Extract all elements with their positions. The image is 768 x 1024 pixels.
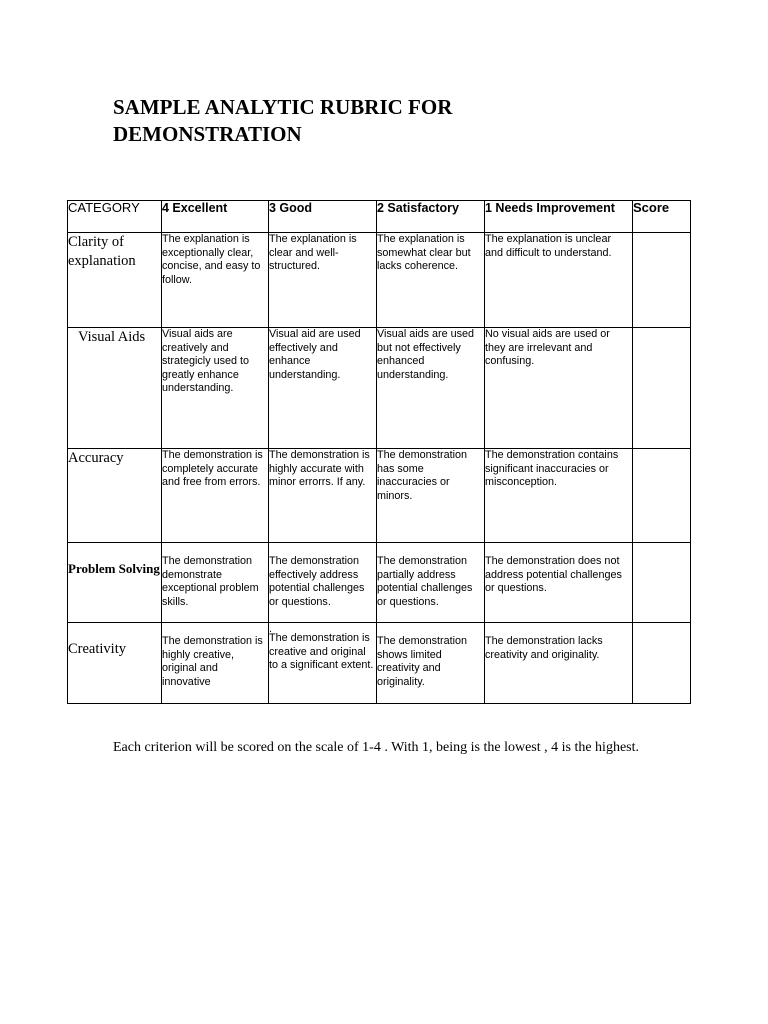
rubric-table — [67, 200, 691, 704]
table-row — [68, 543, 691, 623]
cell-needs-improvement: The demonstration contains significant inaccuracies or misconception. — [485, 449, 633, 543]
table-row — [68, 233, 691, 328]
cell-needs-improvement: No visual aids are used or they are irrelevant and confusing. — [485, 328, 633, 449]
cell-excellent: The demonstration is highly creative, original and innovative — [162, 623, 269, 704]
cell-good-dot: . — [269, 623, 272, 635]
row-category: Clarity of explanation — [68, 233, 162, 328]
page-title: SAMPLE ANALYTIC RUBRIC FOR DEMONSTRATION — [113, 95, 453, 146]
header-satisfactory: 2 Satisfactory — [377, 201, 485, 233]
cell-score — [633, 623, 691, 704]
cell-good: The explanation is clear and well-structured. — [269, 233, 377, 328]
header-needs-improvement: 1 Needs Improvement — [485, 201, 633, 233]
cell-excellent: Visual aids are creatively and strategicly used to greatly enhance understanding. — [162, 328, 269, 449]
row-category: Creativity — [68, 623, 162, 704]
cell-good-wrapper — [269, 623, 377, 704]
cell-score — [633, 233, 691, 328]
header-score: Score — [633, 201, 691, 233]
cell-needs-improvement: The explanation is unclear and difficult to understand. — [485, 233, 633, 328]
cell-satisfactory: The demonstration partially address potential challenges or questions. — [377, 543, 485, 623]
row-category: Problem Solving — [68, 543, 162, 623]
cell-needs-improvement: The demonstration does not address potential challenges or questions. — [485, 543, 633, 623]
cell-excellent: The explanation is exceptionally clear, concise, and easy to follow. — [162, 233, 269, 328]
row-category: Accuracy — [68, 449, 162, 543]
cell-satisfactory: The explanation is somewhat clear but lacks coherence. — [377, 233, 485, 328]
table-header-row — [68, 201, 691, 233]
cell-score — [633, 543, 691, 623]
cell-good: The demonstration is highly accurate with minor errorrs. If any. — [269, 449, 377, 543]
cell-satisfactory: The demonstration shows limited creativity and originality. — [377, 623, 485, 704]
table-row — [68, 449, 691, 543]
cell-satisfactory: Visual aids are used but not effectively enhanced understanding. — [377, 328, 485, 449]
cell-excellent: The demonstration demonstrate exceptional problem skills. — [162, 543, 269, 623]
header-excellent: 4 Excellent — [162, 201, 269, 233]
cell-needs-improvement: The demonstration lacks creativity and originality. — [485, 623, 633, 704]
header-good: 3 Good — [269, 201, 377, 233]
cell-excellent: The demonstration is completely accurate and free from errors. — [162, 449, 269, 543]
table-row — [68, 623, 691, 704]
cell-good: The demonstration effectively address potential challenges or questions. — [269, 543, 377, 623]
row-category: Visual Aids — [68, 328, 162, 449]
scoring-note: Each criterion will be scored on the scale of 1-4 . With 1, being is the lowest , 4 is the highest. — [113, 740, 639, 755]
table-row — [68, 328, 691, 449]
cell-satisfactory: The demonstration has some inaccuracies or minors. — [377, 449, 485, 543]
header-category: CATEGORY — [68, 201, 162, 233]
cell-score — [633, 449, 691, 543]
cell-score — [633, 328, 691, 449]
cell-good: The demonstration is creative and original to a significant extent. — [269, 632, 374, 671]
cell-good: Visual aid are used effectively and enhance understanding. — [269, 328, 377, 449]
